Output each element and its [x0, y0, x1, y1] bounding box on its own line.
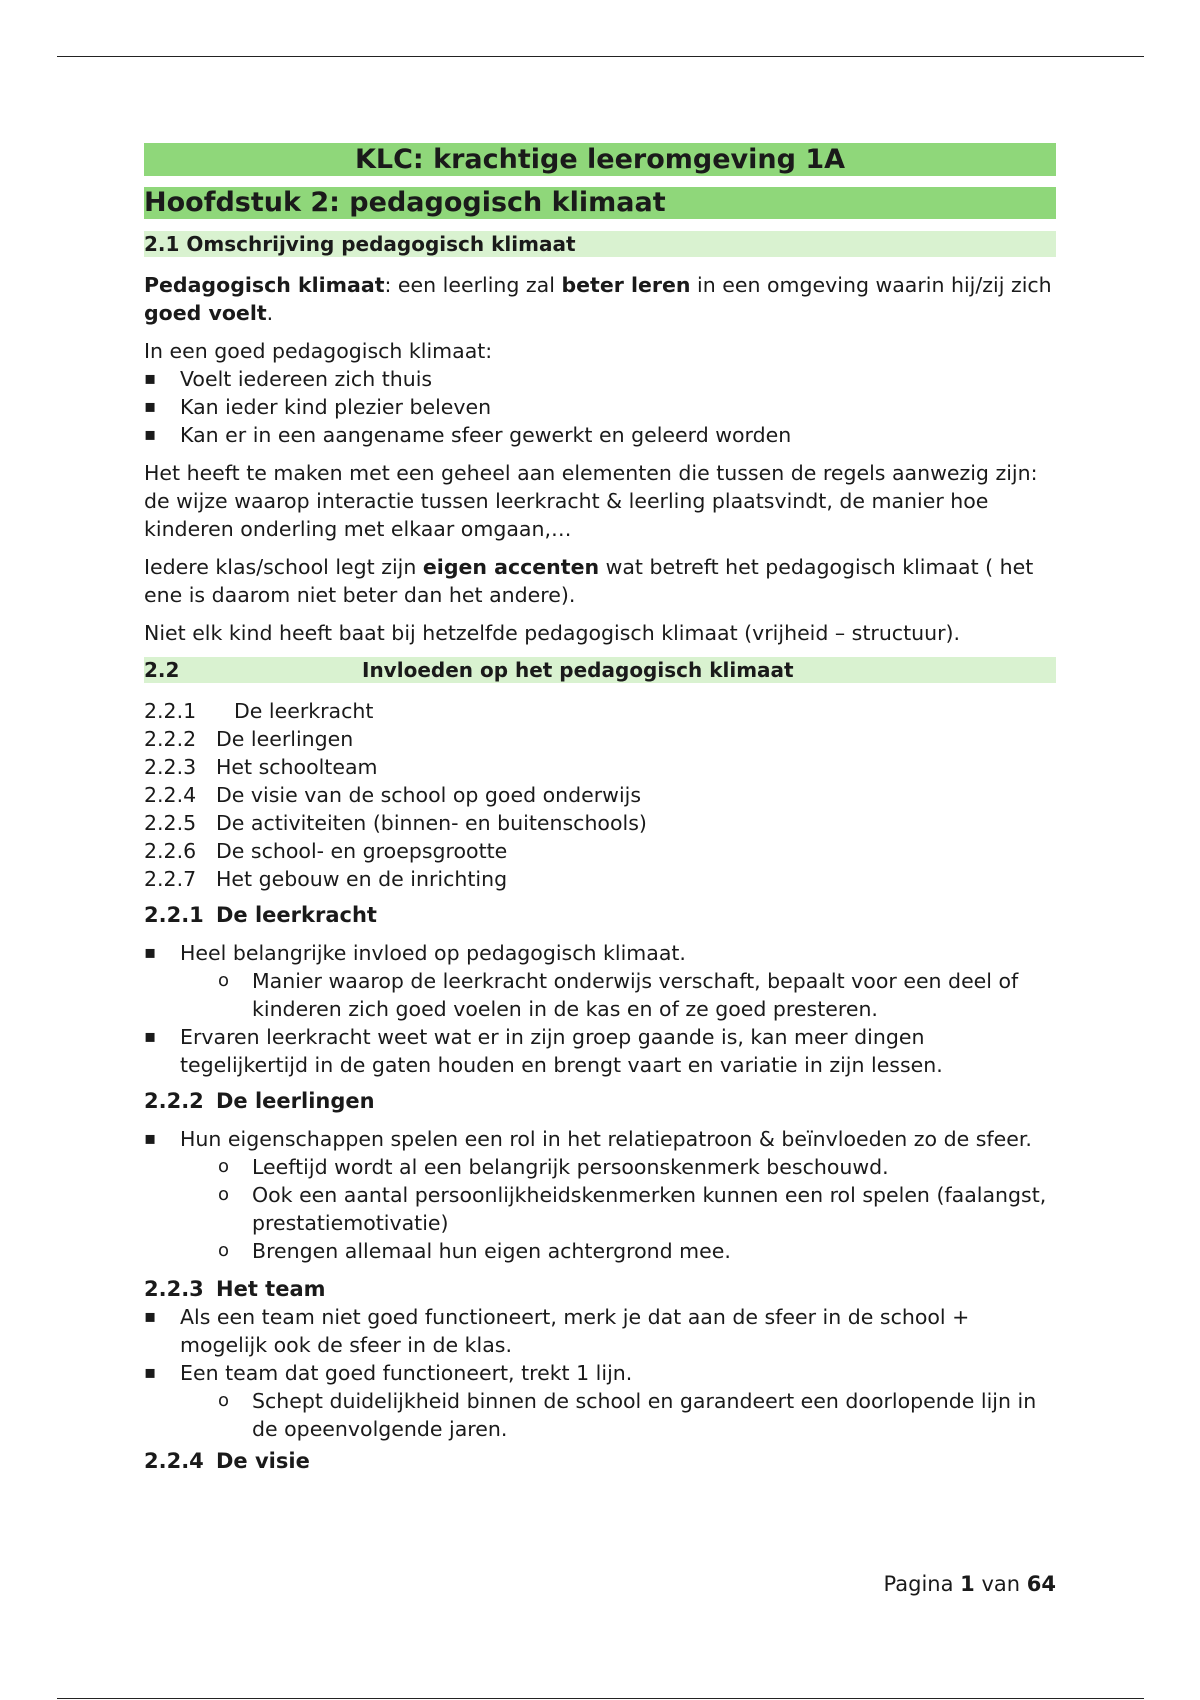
toc-item: [144, 697, 1056, 725]
subheading-title: De leerkracht: [216, 903, 377, 927]
bottom-rule: [57, 1698, 1144, 1699]
toc-item: [144, 809, 1056, 837]
paragraph-accents: [144, 553, 1056, 609]
intro-line: In een goed pedagogisch klimaat:: [144, 339, 493, 363]
page-content: [144, 143, 1056, 1475]
section-title: Invloeden op het pedagogisch klimaat: [362, 658, 794, 682]
toc-text: Het schoolteam: [216, 755, 378, 779]
toc-text: De activiteiten (binnen- en buitenschools): [216, 811, 647, 835]
climate-bullet-list: [144, 365, 1056, 449]
section-heading-2-2: [144, 657, 1056, 683]
list-item: o Ook een aantal persoonlijkheidskenmerken kunnen een rol spelen (faalangst, prestatiemotivatie): [144, 1181, 1056, 1237]
toc-number: 2.2.7: [144, 867, 197, 891]
teacher-list: [144, 939, 1056, 1079]
toc-number: 2.2.2: [144, 727, 197, 751]
def-bold-2: goed voelt: [144, 301, 267, 325]
toc-text: Het gebouw en de inrichting: [216, 867, 508, 891]
toc-number: 2.2.3: [144, 755, 197, 779]
subheading-title: De visie: [216, 1449, 310, 1473]
list-item: o Leeftijd wordt al een belangrijk persoonskenmerk beschouwd.: [144, 1153, 1056, 1181]
subheading-number: 2.2.2: [144, 1089, 204, 1113]
def-text-3: .: [266, 301, 274, 325]
toc-text: De leerlingen: [216, 727, 354, 751]
toc-text: De school- en groepsgrootte: [216, 839, 508, 863]
list-item: o Manier waarop de leerkracht onderwijs verschaft, bepaalt voor een deel of kinderen zich goed voelen in de kas en of ze goed presteren.: [144, 967, 1056, 1023]
def-bold-1: beter leren: [561, 273, 691, 297]
toc-text: De leerkracht: [234, 699, 374, 723]
chapter-heading: Hoofdstuk 2: pedagogisch klimaat: [144, 187, 1056, 219]
page-footer: [144, 1572, 1056, 1596]
toc-number: 2.2.1: [144, 699, 197, 723]
subheading-title: De leerlingen: [216, 1089, 375, 1113]
team-list: [144, 1303, 1056, 1443]
def-text-2: in een omgeving waarin hij/zij zich: [690, 273, 1052, 297]
subheading-2-2-1: [144, 901, 1056, 929]
subheading-number: 2.2.1: [144, 903, 204, 927]
subheading-title: Het team: [216, 1277, 326, 1301]
toc-number: 2.2.4: [144, 783, 197, 807]
toc-item: [144, 781, 1056, 809]
list-item: ▪ Als een team niet goed functioneert, merk je dat aan de sfeer in de school + mogelijk ook de sfeer in de klas.: [144, 1303, 1056, 1359]
paragraph-elements: Het heeft te maken met een geheel aan elementen die tussen de regels aanwezig zijn: de wijze waarop interactie tussen leerkracht & leerling plaatsvindt, de manier hoe kinderen onderling met elkaar omgaan,…: [144, 461, 1038, 541]
list-item: o Brengen allemaal hun eigen achtergrond mee.: [144, 1237, 1056, 1265]
pupils-list: [144, 1125, 1056, 1265]
toc-item: [144, 725, 1056, 753]
document-title: KLC: krachtige leeromgeving 1A: [144, 143, 1056, 176]
subheading-2-2-4: [144, 1447, 1056, 1475]
subheading-number: 2.2.3: [144, 1277, 204, 1301]
para2-text-1: Iedere klas/school legt zijn: [144, 555, 423, 579]
section-number: 2.2: [144, 658, 180, 682]
subheading-number: 2.2.4: [144, 1449, 204, 1473]
footer-separator: van: [981, 1572, 1021, 1596]
paragraph-structure: Niet elk kind heeft baat bij hetzelfde pedagogisch klimaat (vrijheid – structuur).: [144, 621, 961, 645]
list-item: ▪ Voelt iedereen zich thuis: [144, 365, 1056, 393]
footer-label: Pagina: [883, 1572, 954, 1596]
list-item: ▪ Kan er in een aangename sfeer gewerkt en geleerd worden: [144, 421, 1056, 449]
list-item: ▪ Heel belangrijke invloed op pedagogisch klimaat.: [144, 939, 1056, 967]
list-item: ▪ Kan ieder kind plezier beleven: [144, 393, 1056, 421]
toc-item: [144, 865, 1056, 893]
toc-number: 2.2.5: [144, 811, 197, 835]
list-item: o Schept duidelijkheid binnen de school en garandeert een doorlopende lijn in de opeenvolgende jaren.: [144, 1387, 1056, 1443]
toc-item: [144, 753, 1056, 781]
top-rule: [57, 56, 1144, 57]
term-bold: Pedagogisch klimaat: [144, 273, 385, 297]
page-total: 64: [1026, 1572, 1056, 1596]
def-text-1: : een leerling zal: [384, 273, 562, 297]
toc-number: 2.2.6: [144, 839, 197, 863]
list-item: ▪ Een team dat goed functioneert, trekt 1 lijn.: [144, 1359, 1056, 1387]
para2-text-2: wat betreft het pedagogisch klimaat ( het ene is daarom niet beter dan het andere).: [144, 555, 1034, 607]
toc-item: [144, 837, 1056, 865]
toc-text: De visie van de school op goed onderwijs: [216, 783, 642, 807]
subheading-2-2-3: [144, 1275, 1056, 1303]
section-heading-2-1: 2.1 Omschrijving pedagogisch klimaat: [144, 231, 1056, 257]
list-item: ▪ Hun eigenschappen spelen een rol in het relatiepatroon & beïnvloeden zo de sfeer.: [144, 1125, 1056, 1153]
definition-paragraph: [144, 271, 1056, 327]
subheading-2-2-2: [144, 1087, 1056, 1115]
subsection-toc: [144, 697, 1056, 893]
para2-bold: eigen accenten: [422, 555, 600, 579]
list-item: ▪ Ervaren leerkracht weet wat er in zijn groep gaande is, kan meer dingen tegelijkertijd in de gaten houden en brengt vaart en variatie in zijn lessen.: [144, 1023, 1056, 1079]
page-number: 1: [960, 1572, 975, 1596]
